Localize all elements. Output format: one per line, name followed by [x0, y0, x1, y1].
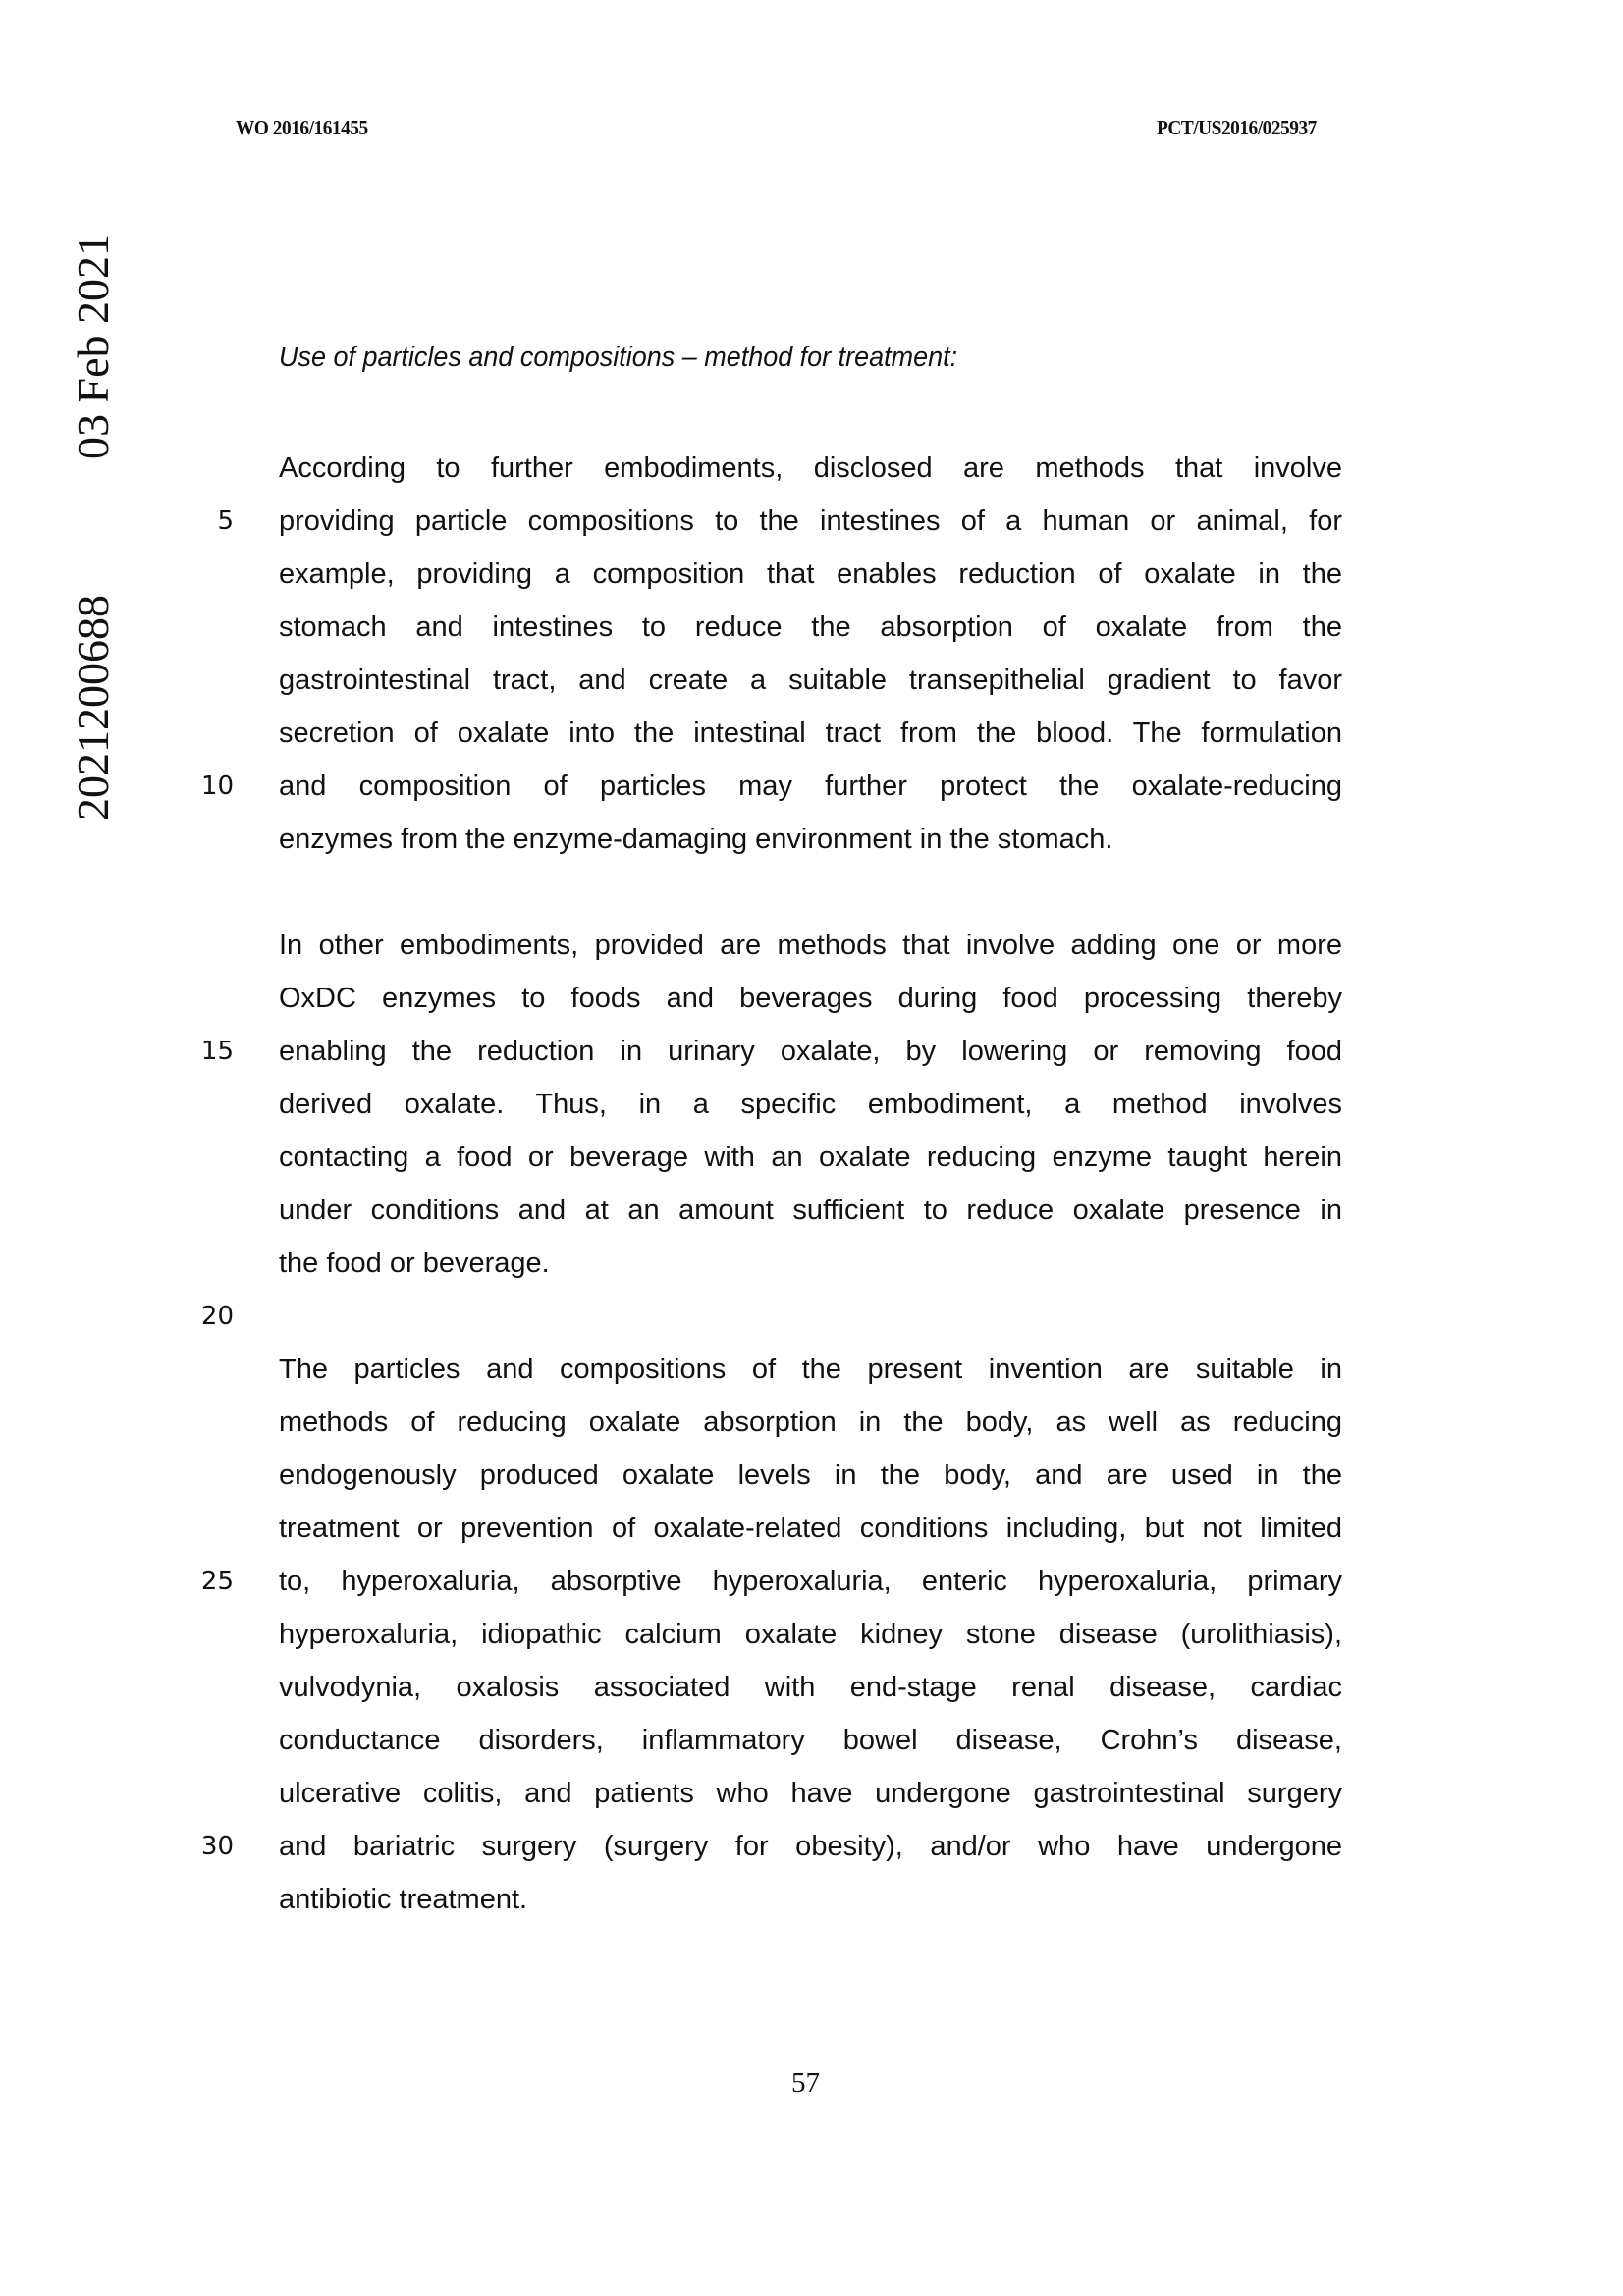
text-line: gastrointestinal tract, and create a suitable transepithelial gradient to favor	[279, 665, 1342, 696]
line-number: 10	[200, 772, 234, 801]
line-number: 20	[200, 1302, 234, 1331]
text-line: to, hyperoxaluria, absorptive hyperoxaluria, enteric hyperoxaluria, primary	[279, 1566, 1342, 1597]
line-number: 30	[200, 1832, 234, 1861]
text-line: derived oxalate. Thus, in a specific embodiment, a method involves	[279, 1089, 1342, 1120]
text-line: secretion of oxalate into the intestinal tract from the blood. The formulation	[279, 718, 1342, 749]
text-line: endogenously produced oxalate levels in the body, and are used in the	[279, 1460, 1342, 1491]
text-line: hyperoxaluria, idiopathic calcium oxalate kidney stone disease (urolithiasis),	[279, 1619, 1342, 1650]
line-number: 15	[200, 1037, 234, 1066]
application-number: PCT/US2016/025937	[1157, 116, 1317, 139]
text-line: enabling the reduction in urinary oxalate, by lowering or removing food	[279, 1036, 1342, 1067]
text-line: methods of reducing oxalate absorption in the body, as well as reducing	[279, 1407, 1342, 1438]
line-number: 25	[200, 1567, 234, 1596]
text-line: example, providing a composition that enables reduction of oxalate in the	[279, 559, 1342, 590]
text-line: and bariatric surgery (surgery for obesity), and/or who have undergone	[279, 1831, 1342, 1862]
text-line: According to further embodiments, disclosed are methods that involve	[279, 453, 1342, 484]
side-margin-document-id: 2021200688	[68, 595, 118, 821]
side-margin-date: 03 Feb 2021	[68, 234, 118, 459]
line-number: 5	[217, 507, 234, 536]
text-line: In other embodiments, provided are methods that involve adding one or more	[279, 930, 1342, 961]
text-line: enzymes from the enzyme-damaging environment in the stomach.	[279, 824, 1113, 855]
text-line: treatment or prevention of oxalate-related conditions including, but not limited	[279, 1513, 1342, 1544]
text-line: providing particle compositions to the intestines of a human or animal, for	[279, 506, 1342, 537]
section-heading: Use of particles and compositions – method for treatment:	[279, 342, 958, 373]
text-line: stomach and intestines to reduce the absorption of oxalate from the	[279, 612, 1342, 643]
text-line: contacting a food or beverage with an oxalate reducing enzyme taught herein	[279, 1142, 1342, 1173]
text-line: under conditions and at an amount sufficient to reduce oxalate presence in	[279, 1195, 1342, 1226]
page-number: 57	[791, 2067, 820, 2099]
text-line: and composition of particles may further protect the oxalate-reducing	[279, 771, 1342, 802]
text-line: conductance disorders, inflammatory bowel disease, Crohn’s disease,	[279, 1725, 1342, 1756]
publication-number: WO 2016/161455	[236, 116, 368, 139]
text-line: the food or beverage.	[279, 1248, 550, 1279]
text-line: ulcerative colitis, and patients who have undergone gastrointestinal surgery	[279, 1778, 1342, 1809]
text-line: vulvodynia, oxalosis associated with end-stage renal disease, cardiac	[279, 1672, 1342, 1703]
text-line: The particles and compositions of the present invention are suitable in	[279, 1354, 1342, 1385]
text-line: antibiotic treatment.	[279, 1884, 528, 1915]
text-line: OxDC enzymes to foods and beverages during food processing thereby	[279, 983, 1342, 1014]
